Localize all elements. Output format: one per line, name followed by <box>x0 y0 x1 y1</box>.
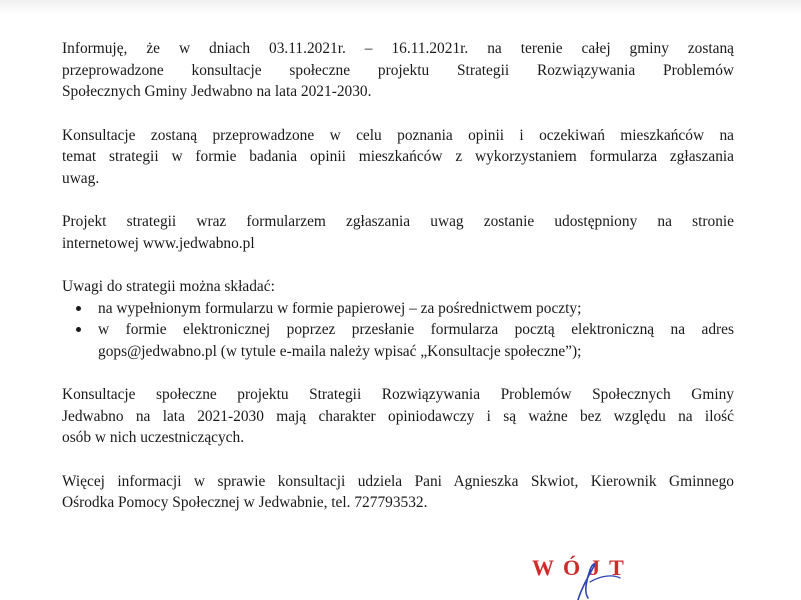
text-line: Społecznych Gminy Jedwabno na lata 2021-2030. <box>62 83 372 100</box>
text-line: Konsultacje zostaną przeprowadzone w celu poznania opinii i oczekiwań mieszkańców na <box>62 126 734 144</box>
text-line: internetowej www.jedwabno.pl <box>62 234 255 252</box>
text-line: na wypełnionym formularzu w formie papierowej – za pośrednictwem poczty; <box>98 299 582 317</box>
bullet-icon <box>76 306 81 311</box>
bullet-icon <box>76 327 81 332</box>
list-item <box>62 298 734 320</box>
paragraph-consultation-dates <box>62 38 734 103</box>
list-item <box>62 319 734 362</box>
text-line: Konsultacje społeczne projektu Strategii Rozwiązywania Problemów Społecznych Gminy <box>62 386 734 403</box>
text-line: uwag. <box>62 169 100 187</box>
document-body <box>62 38 734 536</box>
official-stamp <box>520 552 680 600</box>
text-line: w formie elektronicznej poprzez przesłanie formularza pocztą elektroniczną na adres <box>98 321 734 338</box>
text-line: Ośrodka Pomocy Społecznej w Jedwabnie, tel. 727793532. <box>62 494 428 511</box>
paragraph-contact-info <box>62 471 734 514</box>
text-line: Informuję, że w dniach 03.11.2021r. – 16.11.2021r. na terenie całej gminy zostaną <box>62 40 734 57</box>
text-line: temat strategii w formie badania opinii mieszkańców z wykorzystaniem formularza zgłaszania <box>62 148 734 165</box>
stamp-title: WÓJT <box>532 555 633 580</box>
scan-edge <box>0 0 801 14</box>
text-line: przeprowadzone konsultacje społeczne projektu Strategii Rozwiązywania Problemów <box>62 61 734 79</box>
paragraph-submission-intro: Uwagi do strategii można składać: <box>62 278 275 295</box>
submission-methods-list <box>62 298 734 363</box>
paragraph-consultation-character <box>62 384 734 449</box>
signature-icon <box>520 552 680 600</box>
text-line: gops@jedwabno.pl (w tytule e-maila należy wpisać „Konsultacje społeczne”); <box>98 342 582 360</box>
text-line: Więcej informacji w sprawie konsultacji udziela Pani Agnieszka Skwiot, Kierownik Gminnego <box>62 472 734 490</box>
text-line: osób w nich uczestniczących. <box>62 429 245 446</box>
paragraph-project-availability <box>62 211 734 254</box>
text-line: Jedwabno na lata 2021-2030 mają charakter opiniodawczy i są ważne bez względu na ilość <box>62 407 734 425</box>
paragraph-consultation-purpose <box>62 125 734 190</box>
text-line: Projekt strategii wraz formularzem zgłaszania uwag zostanie udostępniony na stronie <box>62 213 734 230</box>
